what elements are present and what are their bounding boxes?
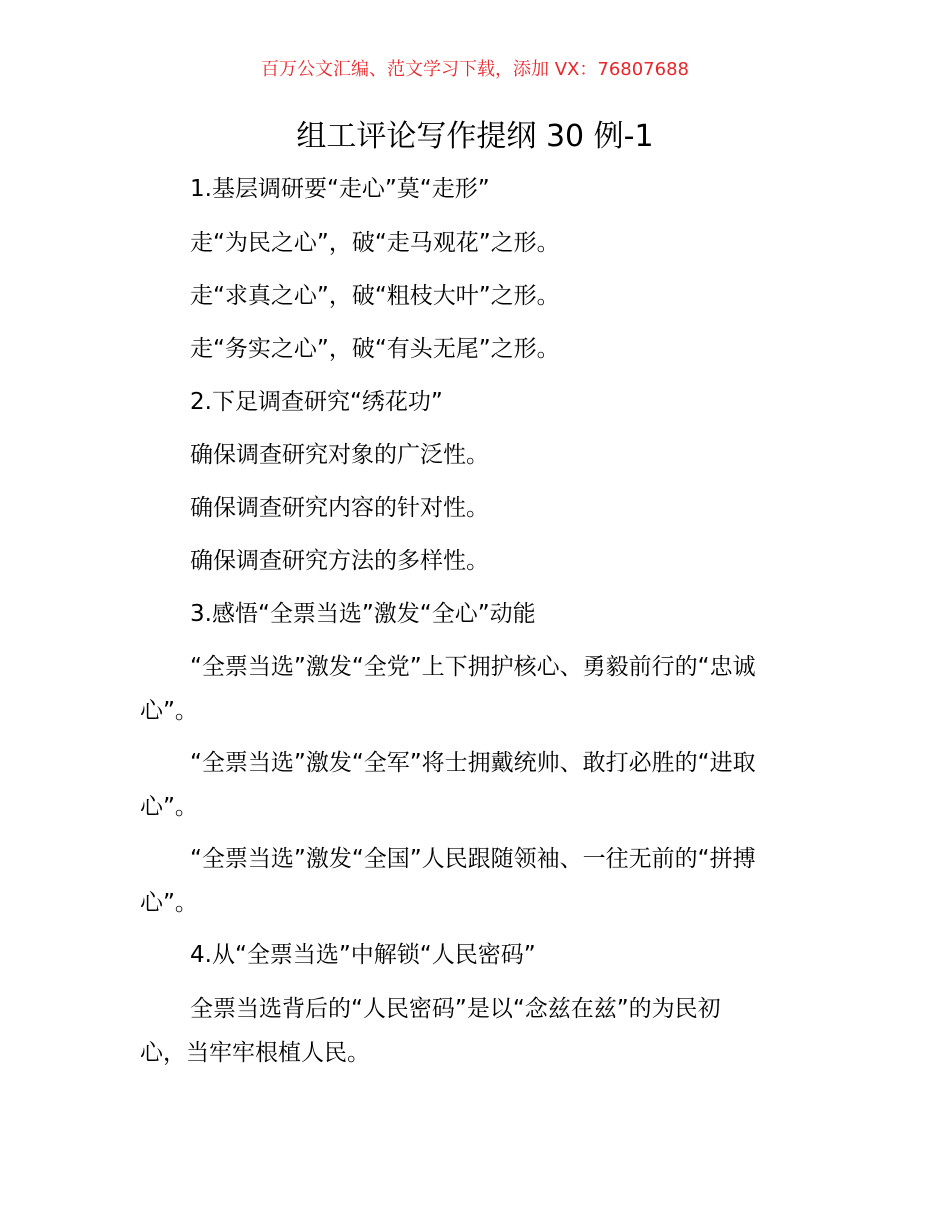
list-item-text: 确保调查研究方法的多样性。 [190, 548, 489, 574]
paragraph-text: “全票当选”激发“全党”上下拥护核心、勇毅前行的“忠诚 [190, 654, 756, 680]
paragraph-text: “全票当选”激发“全国”人民跟随领袖、一往无前的“拼搏 [190, 846, 756, 872]
paragraph-text: 心”。 [140, 890, 198, 916]
list-item-text: 走“务实之心”，破“有头无尾”之形。 [190, 336, 560, 362]
list-item-text: 确保调查研究内容的针对性。 [190, 495, 489, 521]
paragraph-text: 心，当牢牢根植人民。 [140, 1040, 370, 1066]
section-heading-text: 4.从“全票当选”中解锁“人民密码” [190, 942, 536, 968]
document-title: 组工评论写作提纲 30 例-1 [296, 119, 654, 154]
paragraph-text: 心”。 [140, 794, 198, 820]
paragraph-text: 全票当选背后的“人民密码”是以“念兹在兹”的为民初 [190, 996, 721, 1022]
paragraph-text: “全票当选”激发“全军”将士拥戴统帅、敢打必胜的“进取 [190, 750, 756, 776]
section-heading-text: 1.基层调研要“走心”莫“走形” [190, 176, 490, 202]
list-item-text: 走“为民之心”，破“走马观花”之形。 [190, 230, 560, 256]
paragraph-text: 心”。 [140, 698, 198, 724]
list-item-text: 确保调查研究对象的广泛性。 [190, 442, 489, 468]
list-item-text: 走“求真之心”，破“粗枝大叶”之形。 [190, 283, 560, 309]
section-heading-text: 3.感悟“全票当选”激发“全心”动能 [190, 601, 536, 627]
section-heading-text: 2.下足调查研究“绣花功” [190, 389, 443, 415]
promo-header: 百万公文汇编、范文学习下载，添加 VX：76807688 [261, 59, 689, 80]
